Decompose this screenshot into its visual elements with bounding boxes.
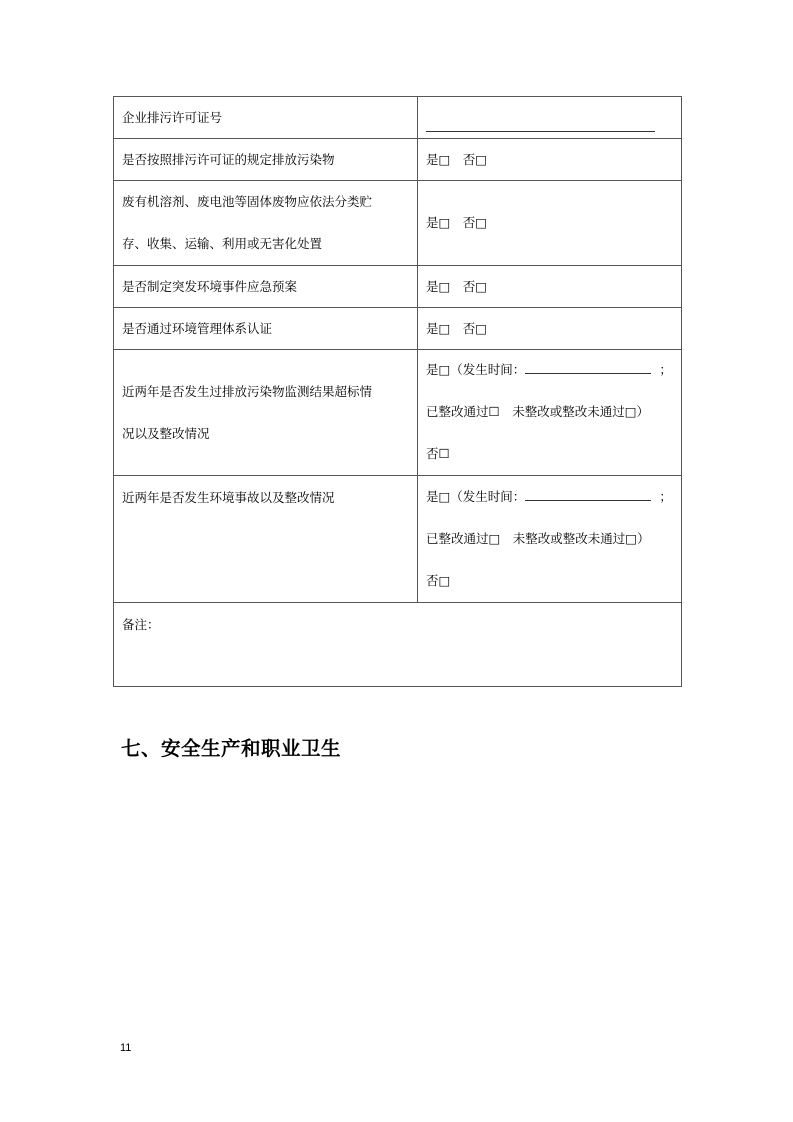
solid-waste-options[interactable]: 是□ 否□: [426, 215, 488, 230]
label-cell: [114, 97, 418, 139]
environment-info-table: [113, 96, 682, 687]
env-accident-yes-line: 是□（发生时间： ；: [426, 489, 672, 504]
env-accident-no-option[interactable]: 否□: [426, 573, 451, 588]
per-permit-options[interactable]: 是□ 否□: [426, 151, 488, 167]
label-cell: [114, 350, 418, 476]
label-cell: [114, 266, 418, 308]
remarks-label: 备注：: [122, 617, 160, 632]
section-heading: 七、安全生产和职业卫生: [121, 737, 342, 760]
monitor-exceed-yes-option[interactable]: 是□（发生时间：: [426, 362, 526, 377]
answer-cell: [418, 266, 682, 308]
answer-cell: [418, 139, 682, 181]
table-row: [114, 97, 682, 139]
env-accident-label: 近两年是否发生环境事故以及整改情况: [122, 490, 335, 505]
label-cell: [114, 308, 418, 350]
table-row: [114, 350, 682, 476]
table-row: [114, 476, 682, 603]
page-number: 11: [120, 1042, 132, 1054]
table-row: [114, 181, 682, 266]
monitor-exceed-no-option[interactable]: 否☐: [426, 446, 450, 461]
table-row: [114, 603, 682, 687]
occurrence-time-field[interactable]: [525, 361, 651, 374]
occurrence-time-field[interactable]: [525, 488, 651, 501]
ems-cert-label: 是否通过环境管理体系认证: [122, 320, 273, 336]
blank-line: [426, 121, 655, 132]
monitor-exceed-label-line2: 况以及整改情况: [122, 425, 210, 441]
env-accident-rectify-options[interactable]: 已整改通过□ 未整改或整改未通过□）: [426, 531, 650, 546]
emergency-plan-label: 是否制定突发环境事件应急预案: [122, 278, 298, 294]
monitor-exceed-rectify-options[interactable]: 已整改通过☐ 未整改或整改未通过□）: [426, 404, 650, 419]
label-cell: [114, 139, 418, 181]
table-row: [114, 266, 682, 308]
answer-cell: [418, 181, 682, 266]
monitor-exceed-label-line1: 近两年是否发生过排放污染物监测结果超标情: [122, 383, 373, 399]
table-row: [114, 139, 682, 181]
label-cell: [114, 476, 418, 603]
monitor-exceed-yes-line: 是□（发生时间： ；: [426, 362, 672, 377]
per-permit-label: 是否按照排污许可证的规定排放污染物: [122, 151, 335, 167]
table-row: [114, 308, 682, 350]
permit-number-label: 企业排污许可证号: [122, 109, 223, 125]
env-accident-yes-option[interactable]: 是□（发生时间：: [426, 489, 526, 504]
label-cell: [114, 181, 418, 266]
answer-cell: [418, 476, 682, 603]
solid-waste-label-line1: 废有机溶剂、废电池等固体废物应依法分类贮: [122, 194, 373, 209]
answer-cell: [418, 308, 682, 350]
permit-number-field[interactable]: [418, 97, 682, 139]
ems-cert-options[interactable]: 是□ 否□: [426, 320, 488, 336]
solid-waste-label-line2: 存、收集、运输、利用或无害化处置: [122, 236, 323, 251]
emergency-plan-options[interactable]: 是□ 否□: [426, 278, 488, 294]
remarks-cell[interactable]: [114, 603, 682, 687]
answer-cell: [418, 350, 682, 476]
